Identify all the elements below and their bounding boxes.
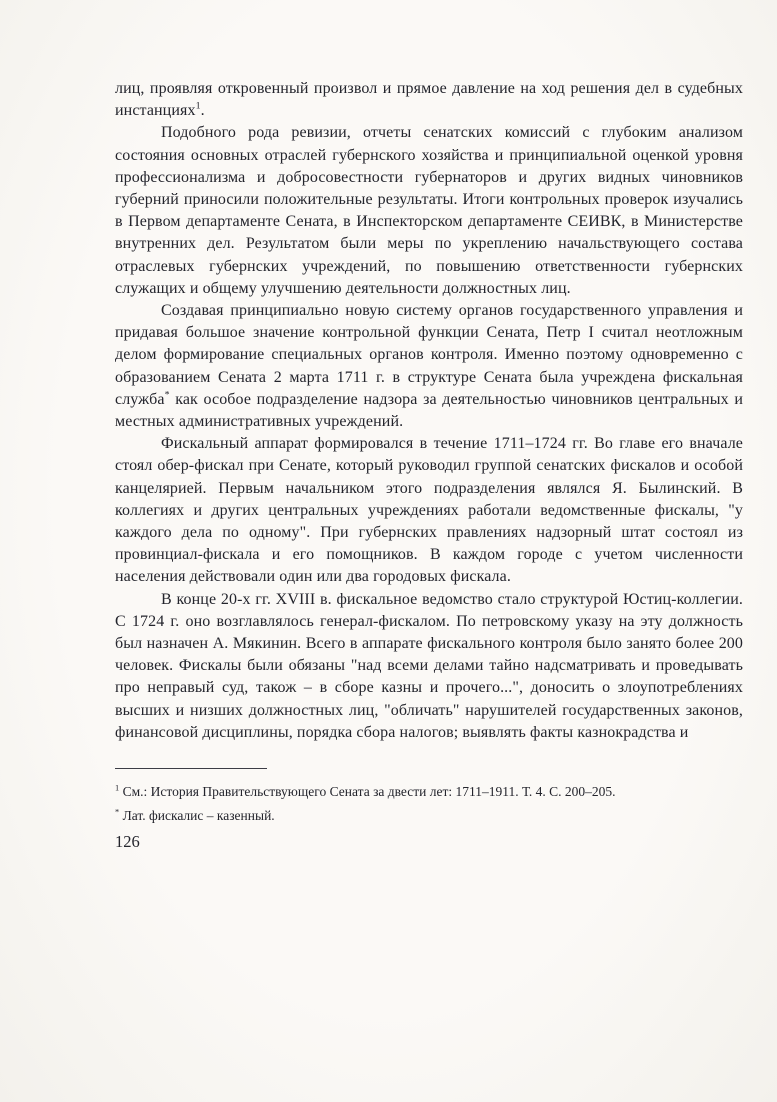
footnotes <box>115 781 743 826</box>
footnote-marker: 1 <box>115 783 120 793</box>
paragraph <box>115 300 743 433</box>
paragraph <box>115 589 743 744</box>
text-segment: В конце 20-х гг. XVIII в. фискальное ведомство стало структурой Юстиц-коллегии. С 1724 г. оно возглавлялось генерал-фискалом. По петровскому указу на эту должность был назначен А. Мякинин. Всего в аппарате фискального контроля было занято более 200 человек. Фискалы были обязаны "над всеми делами тайно надсматривать и проведывать про неправый суд, також – в сборе казны и прочего...", доносить о злоупотреблениях высших и низших должностных лиц, "обличать" нарушителей государственных законов, финансовой дисциплины, порядка сбора налогов; выявлять факты казнокрадства и <box>115 590 743 741</box>
text-segment: Создавая принципиально новую систему органов государственного управления и придавая большое значение контрольной функции Сената, Петр I считал неотложным делом формирование специальных органов контроля. Именно поэтому одновременно с образованием Сената 2 марта 1711 г. в структуре Сената была учреждена фискальная служба <box>115 302 743 408</box>
text-segment: Подобного рода ревизии, отчеты сенатских комиссий с глубоким анализом состояния основных отраслей губернского хозяйства и принципиальной оценкой уровня профессионализма и добросовестности губернаторов и других видных чиновников губерний приносили положительные результаты. Итоги контрольных проверок изучались в Первом департаменте Сената, в Инспекторском департаменте СЕИВК, в Министерстве внутренних дел. Результатом были меры по укреплению начальствующего состава отраслевых губернских учреждений, по повышению ответственности губернских служащих и общему улучшению деятельности должностных лиц. <box>115 124 743 297</box>
footnote-divider <box>115 768 267 769</box>
paragraph <box>115 78 743 122</box>
footnote <box>115 781 743 802</box>
footnote-marker: * <box>115 807 120 817</box>
page-number: 126 <box>115 832 140 852</box>
text-segment: как особое подразделение надзора за деятельностью чиновников центральных и местных административных учреждений. <box>115 390 743 431</box>
paragraph <box>115 122 743 300</box>
footnote-marker: 1 <box>195 100 201 112</box>
text-segment: Фискальный аппарат формировался в течение 1711–1724 гг. Во главе его вначале стоял обер-фискал при Сенате, который руководил группой сенатских фискалов и особой канцелярией. Первым начальником этого подразделения являлся Я. Былинский. В коллегиях и других центральных учреждениях работали ведомственные фискалы, "у каждого дела по одному". При губернских правлениях надзорный штат состоял из провинциал-фискала и его помощников. В каждом городе с учетом численности населения действовали один или два городовых фискала. <box>115 435 743 586</box>
footnote <box>115 805 743 826</box>
text-body <box>115 78 743 744</box>
paragraph <box>115 433 743 588</box>
footnote-text: См.: История Правительствующего Сената за двести лет: 1711–1911. Т. 4. С. 200–205. <box>119 784 616 800</box>
footnote-text: Лат. фискалис – казенный. <box>119 808 275 824</box>
footnote-area <box>115 768 743 826</box>
text-segment: . <box>200 102 205 120</box>
footnote-marker: * <box>164 389 170 401</box>
text-segment: лиц, проявляя откровенный произвол и прямое давление на ход решения дел в судебных инстанциях <box>115 80 743 120</box>
